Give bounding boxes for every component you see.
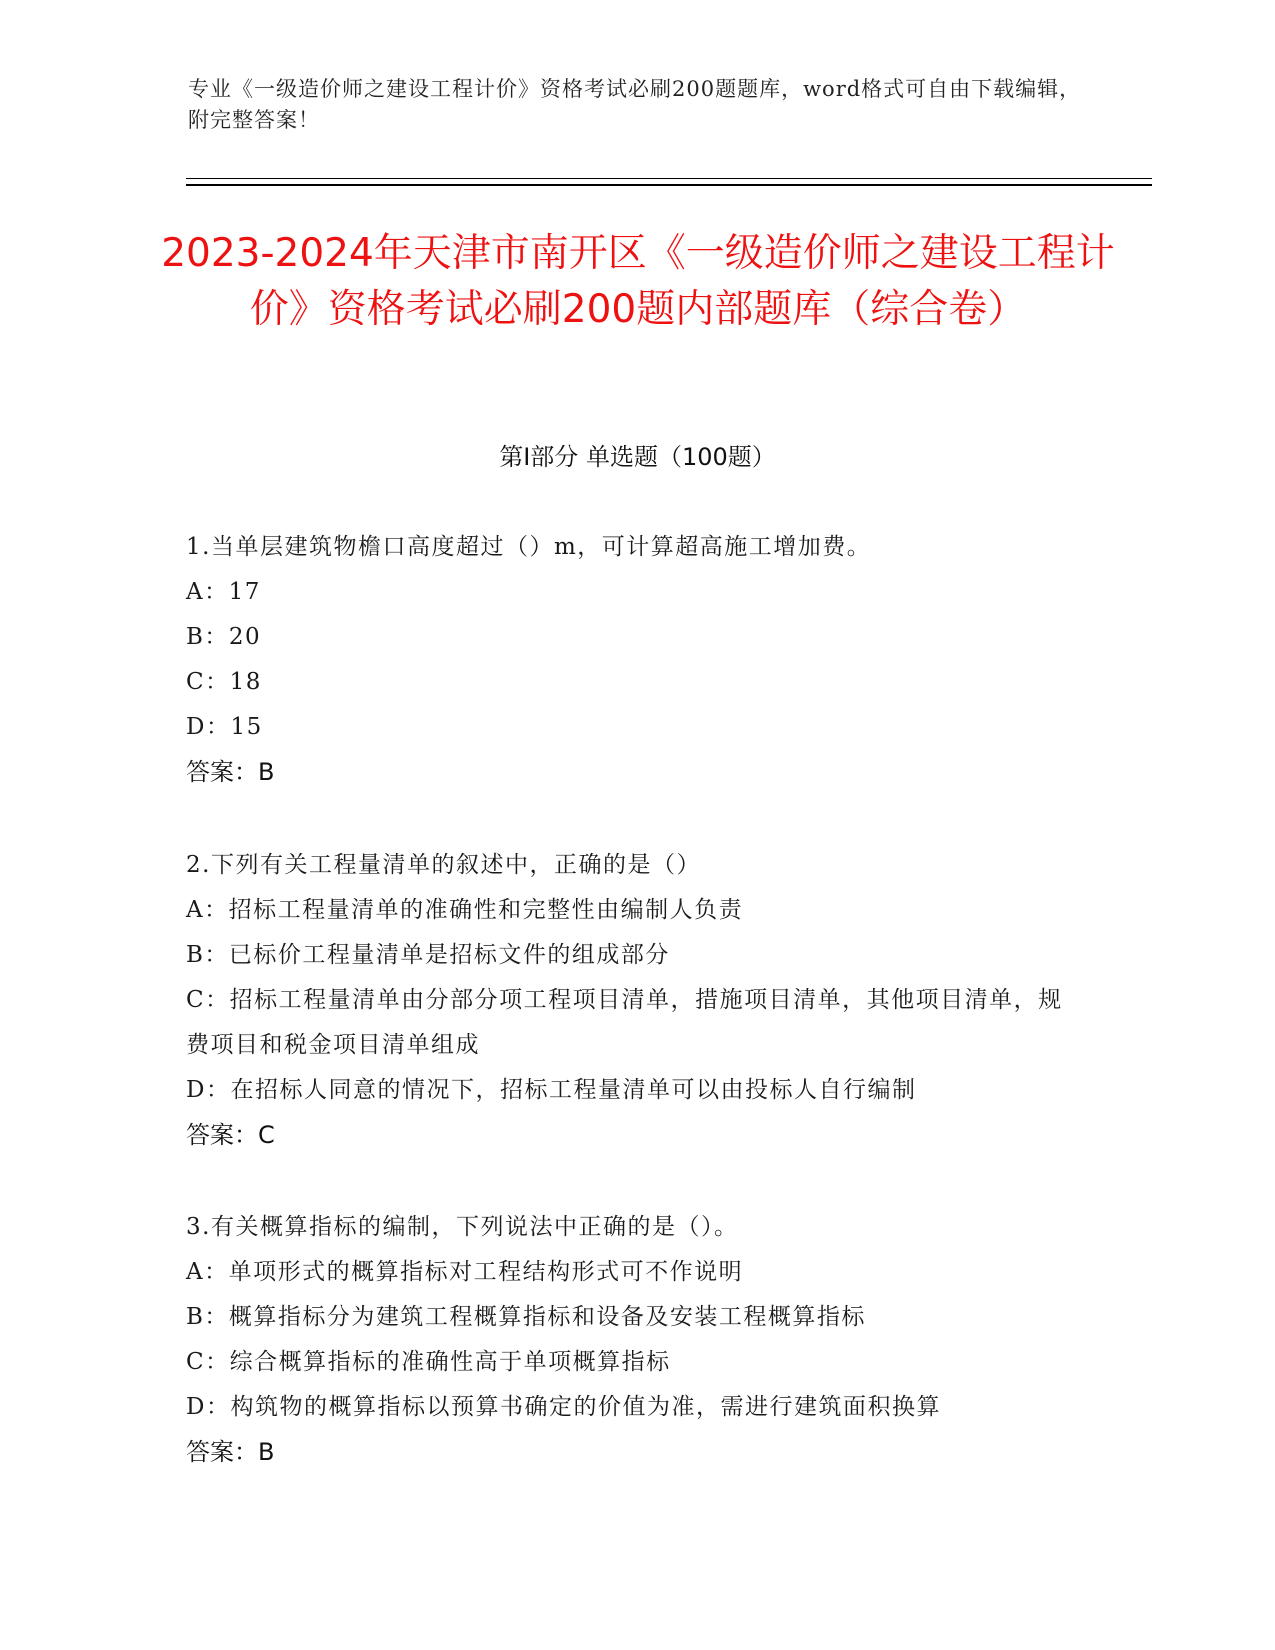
option-a: A：单项形式的概算指标对工程结构形式可不作说明 (186, 1259, 744, 1285)
answer-line: 答案：B (186, 758, 275, 786)
option-b: B：已标价工程量清单是招标文件的组成部分 (186, 942, 670, 968)
answer-line: 答案：B (186, 1438, 275, 1466)
document-title: 2023-2024年天津市南开区《一级造价师之建设工程计价》资格考试必刷200题内部题库（综合卷） (161, 231, 1115, 332)
question-2 (186, 843, 1086, 1158)
option-a: A：17 (186, 579, 261, 605)
question-stem: 2.下列有关工程量清单的叙述中，正确的是（） (186, 852, 701, 878)
question-3 (186, 1205, 1086, 1475)
answer-line: 答案：C (186, 1121, 275, 1149)
option-a: A：招标工程量清单的准确性和完整性由编制人负责 (186, 897, 744, 923)
option-d: D：构筑物的概算指标以预算书确定的价值为准，需进行建筑面积换算 (186, 1394, 941, 1420)
question-stem: 3.有关概算指标的编制，下列说法中正确的是（）。 (186, 1214, 739, 1240)
option-c: C：综合概算指标的准确性高于单项概算指标 (186, 1349, 671, 1375)
question-stem: 1.当单层建筑物檐口高度超过（）m，可计算超高施工增加费。 (186, 534, 872, 560)
option-b: B：概算指标分为建筑工程概算指标和设备及安装工程概算指标 (186, 1304, 866, 1330)
header-note: 专业《一级造价师之建设工程计价》资格考试必刷200题题库，word格式可自由下载编辑，附完整答案！ (188, 77, 1082, 132)
question-1 (186, 525, 1086, 795)
section-heading: 第I部分 单选题（100题） (499, 443, 776, 471)
header-divider (186, 178, 1152, 186)
option-c: C：招标工程量清单由分部分项工程项目清单，措施项目清单，其他项目清单，规费项目和税金项目清单组成 (186, 987, 1063, 1058)
option-c: C：18 (186, 669, 262, 695)
option-b: B：20 (186, 624, 262, 650)
option-d: D：在招标人同意的情况下，招标工程量清单可以由投标人自行编制 (186, 1077, 917, 1103)
option-d: D：15 (186, 714, 263, 740)
